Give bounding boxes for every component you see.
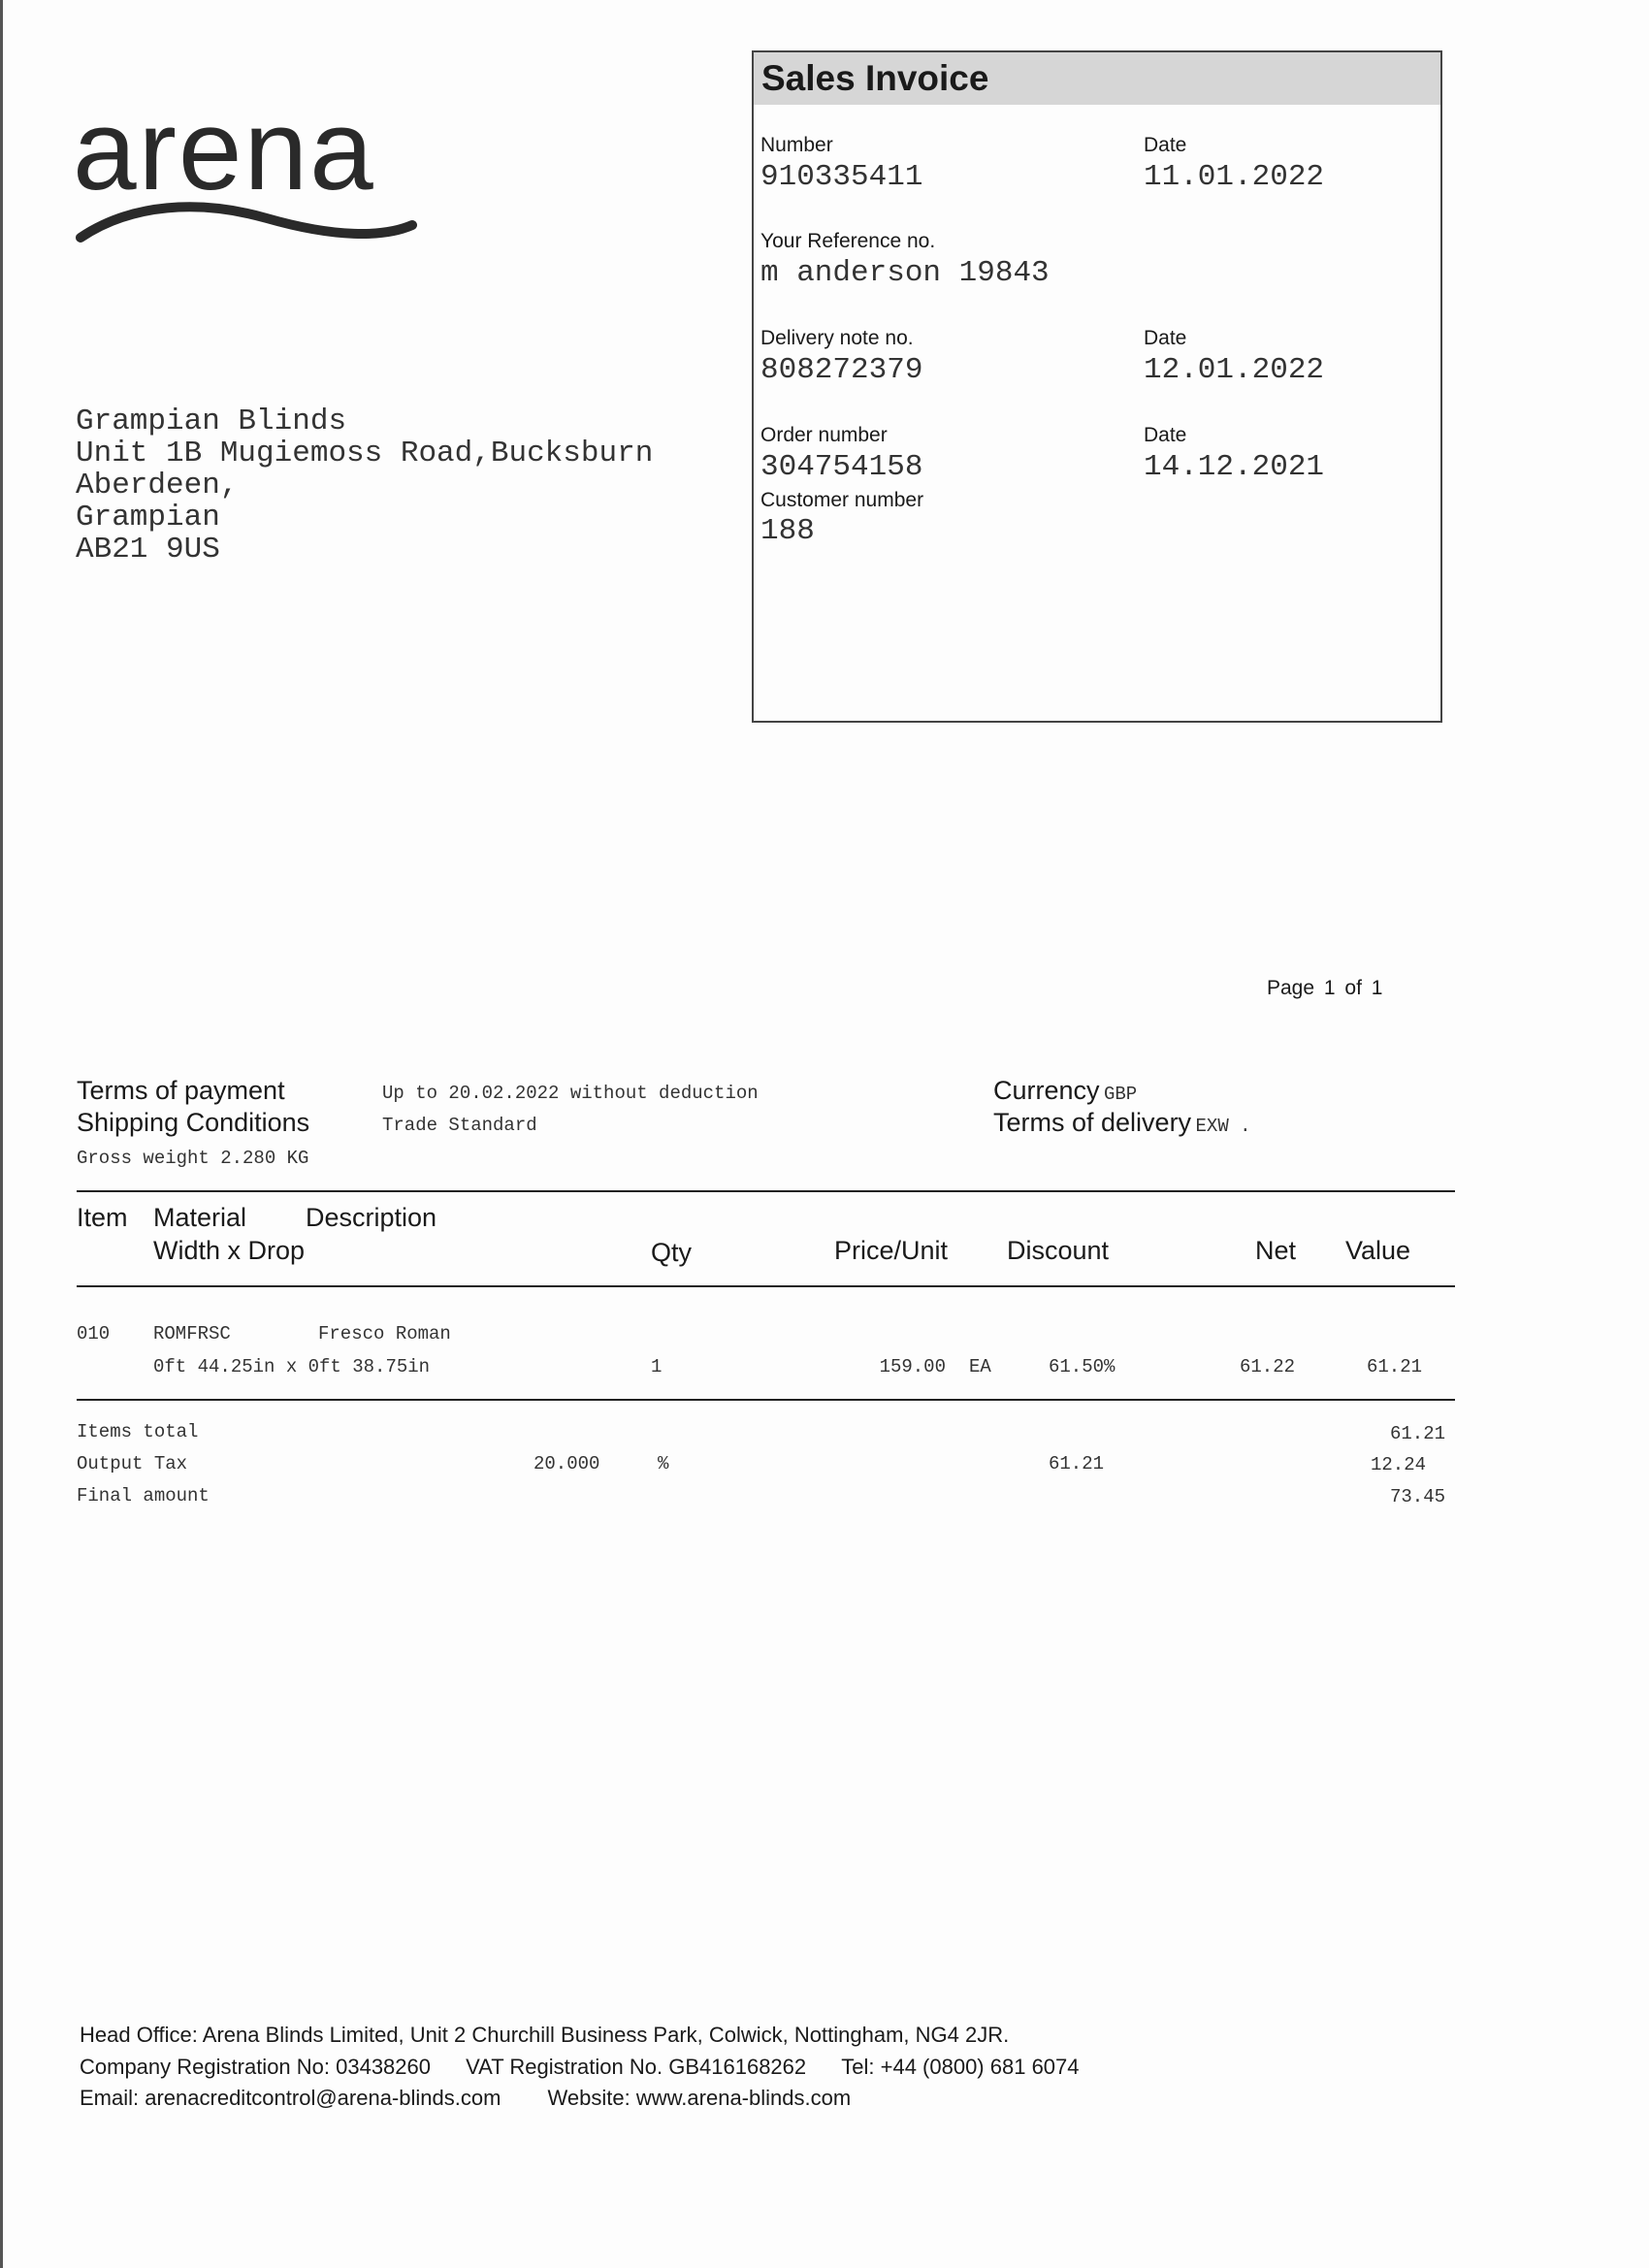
footer-registration <box>80 2055 1080 2080</box>
order-number-label: Order number <box>760 424 888 446</box>
row-qty: 1 <box>651 1356 663 1377</box>
vat-registration: VAT Registration No. GB416168262 <box>466 2055 807 2079</box>
divider <box>77 1285 1455 1287</box>
invoice-number: 910335411 <box>760 160 923 194</box>
customer-number-label: Customer number <box>760 489 924 511</box>
recipient-address <box>76 405 653 566</box>
output-tax-label: Output Tax <box>77 1453 188 1474</box>
currency-label: Currency <box>993 1076 1100 1105</box>
row-unit: EA <box>969 1356 991 1377</box>
currency-value: GBP <box>1103 1084 1138 1105</box>
footer-head-office: Head Office: Arena Blinds Limited, Unit 2 Churchill Business Park, Colwick, Nottingham, NG4 2JR. <box>80 2023 1010 2047</box>
address-line: Grampian <box>76 501 220 535</box>
row-price: 159.00 <box>879 1356 946 1377</box>
col-qty: Qty <box>651 1238 693 1267</box>
row-item: 010 <box>77 1323 111 1345</box>
address-line: Aberdeen, <box>76 469 239 502</box>
logo-text: arena <box>73 86 375 214</box>
customer-number: 188 <box>760 514 815 548</box>
items-total: 61.21 <box>1389 1423 1445 1444</box>
invoice-title: Sales Invoice <box>754 52 1440 105</box>
order-date-label: Date <box>1144 424 1187 446</box>
email: Email: arenacreditcontrol@arena-blinds.com <box>80 2086 501 2110</box>
shipping-conditions-label: Shipping Conditions <box>77 1108 310 1137</box>
terms-of-delivery-label: Terms of delivery <box>993 1108 1192 1137</box>
tax-base: 61.21 <box>1049 1453 1105 1474</box>
col-discount: Discount <box>1007 1236 1110 1265</box>
row-net: 61.22 <box>1240 1356 1296 1377</box>
page-number: Page 1 of 1 <box>1267 977 1383 999</box>
date-label: Date <box>1144 134 1187 156</box>
reference-label: Your Reference no. <box>760 230 936 252</box>
row-width-drop: 0ft 44.25in x 0ft 38.75in <box>153 1356 431 1377</box>
col-value: Value <box>1345 1236 1411 1265</box>
col-material: Material <box>153 1203 247 1232</box>
items-total-label: Items total <box>77 1421 199 1442</box>
company-registration: Company Registration No: 03438260 <box>80 2055 432 2079</box>
final-amount-label: Final amount <box>77 1485 210 1507</box>
order-date: 14.12.2021 <box>1144 450 1325 484</box>
website: Website: www.arena-blinds.com <box>547 2086 852 2110</box>
terms-of-delivery <box>993 1108 1251 1138</box>
address-line: AB21 9US <box>76 533 220 567</box>
tax-percent: % <box>658 1453 669 1474</box>
row-value: 61.21 <box>1367 1356 1423 1377</box>
order-number: 304754158 <box>760 450 923 484</box>
final-amount: 73.45 <box>1389 1486 1445 1507</box>
row-description: Fresco Roman <box>318 1323 451 1345</box>
terms-of-payment: Up to 20.02.2022 without deduction <box>382 1083 759 1104</box>
row-material: ROMFRSC <box>153 1323 231 1345</box>
delivery-date: 12.01.2022 <box>1144 353 1325 387</box>
divider <box>77 1190 1455 1192</box>
col-width-drop: Width x Drop <box>153 1236 306 1265</box>
col-price-unit: Price/Unit <box>834 1236 949 1265</box>
terms-of-payment-label: Terms of payment <box>77 1076 285 1105</box>
divider <box>77 1399 1455 1401</box>
invoice-date: 11.01.2022 <box>1144 160 1325 194</box>
tax-rate: 20.000 <box>534 1453 600 1474</box>
currency <box>993 1076 1137 1106</box>
logo-wave-icon <box>73 194 422 252</box>
address-line: Grampian Blinds <box>76 405 347 438</box>
delivery-note-number: 808272379 <box>760 353 923 387</box>
footer-contact <box>80 2086 851 2111</box>
reference-value: m anderson 19843 <box>760 256 1050 290</box>
telephone: Tel: +44 (0800) 681 6074 <box>841 2055 1080 2079</box>
address-line: Unit 1B Mugiemoss Road,Bucksburn <box>76 437 654 470</box>
col-description: Description <box>306 1203 437 1232</box>
col-item: Item <box>77 1203 128 1232</box>
row-discount: 61.50% <box>1049 1356 1116 1377</box>
arena-logo <box>73 86 422 257</box>
gross-weight: Gross weight 2.280 KG <box>77 1148 309 1169</box>
delivery-date-label: Date <box>1144 327 1187 349</box>
terms-of-delivery-value: EXW . <box>1195 1116 1251 1137</box>
number-label: Number <box>760 134 833 156</box>
delivery-note-label: Delivery note no. <box>760 327 914 349</box>
output-tax: 12.24 <box>1370 1454 1426 1475</box>
col-net: Net <box>1255 1236 1297 1265</box>
shipping-conditions: Trade Standard <box>382 1115 537 1136</box>
